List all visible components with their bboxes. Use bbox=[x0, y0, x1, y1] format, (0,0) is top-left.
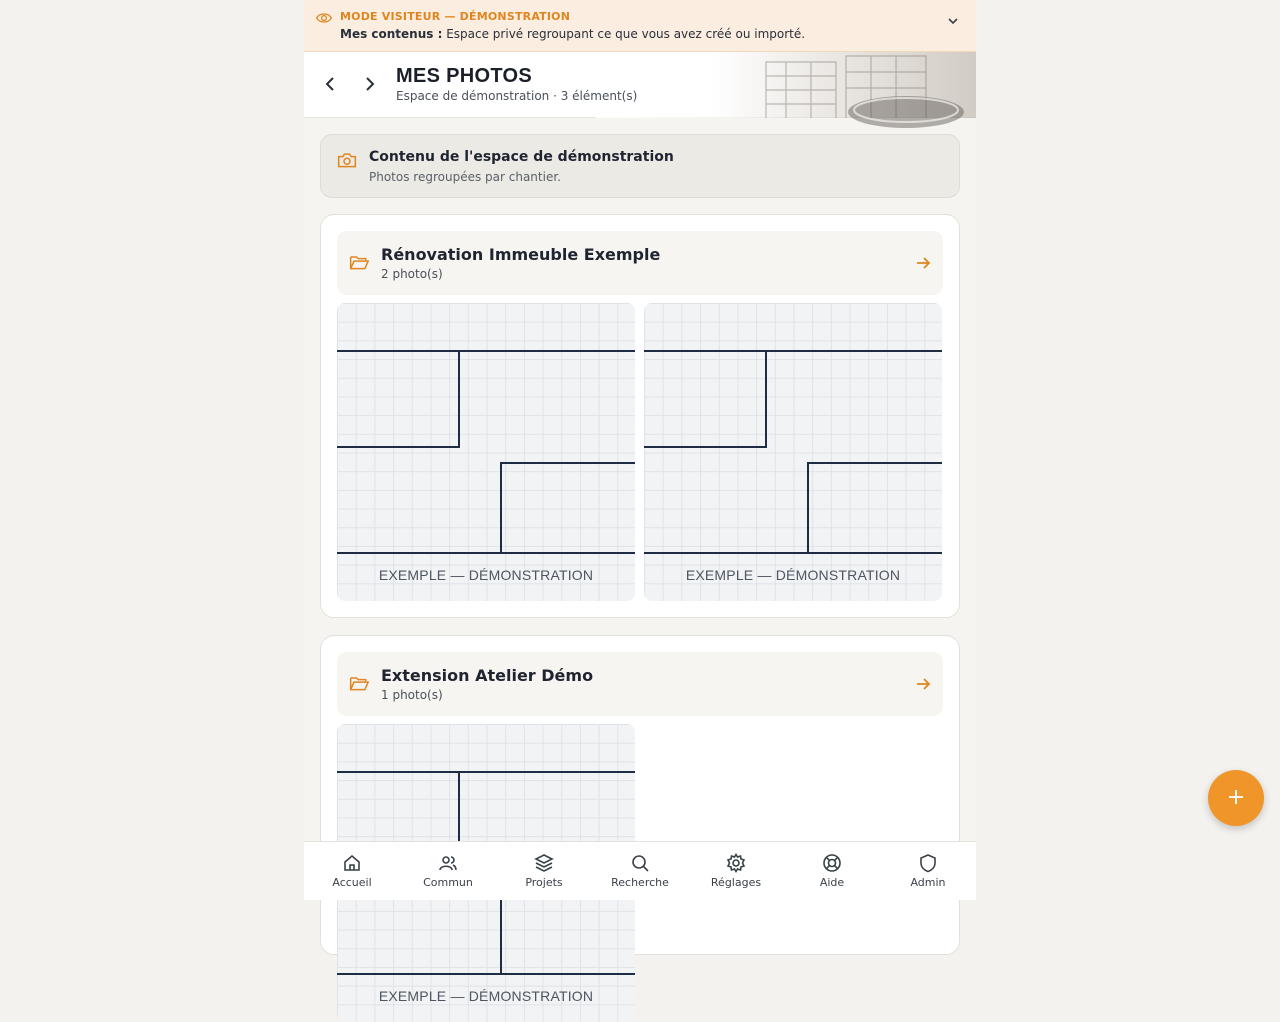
add-button[interactable]: + bbox=[1208, 770, 1264, 826]
construction-illustration bbox=[596, 52, 976, 118]
nav-item-recherche[interactable] bbox=[592, 842, 688, 900]
eye-icon bbox=[316, 11, 332, 25]
page-header bbox=[304, 52, 976, 118]
info-title: Contenu de l'espace de démonstration bbox=[369, 149, 674, 165]
nav-label: Accueil bbox=[332, 876, 372, 889]
nav-label: Réglages bbox=[710, 876, 762, 889]
info-subtitle: Photos regroupées par chantier. bbox=[369, 170, 561, 184]
folder-icon bbox=[349, 674, 369, 692]
chevron-down-icon[interactable] bbox=[946, 14, 960, 28]
project-group-name: Rénovation Immeuble Exemple bbox=[381, 245, 661, 264]
nav-label: Admin bbox=[910, 876, 946, 889]
photo-caption: EXEMPLE — DÉMONSTRATION bbox=[378, 567, 594, 583]
nav-item-accueil[interactable] bbox=[304, 842, 400, 900]
photo-caption: EXEMPLE — DÉMONSTRATION bbox=[378, 988, 594, 1004]
banner-desc-bold: Mes contenus : bbox=[340, 27, 443, 41]
nav-label: Aide bbox=[819, 876, 845, 889]
photo-thumbnail[interactable] bbox=[337, 303, 635, 601]
demo-info-box bbox=[320, 134, 960, 198]
banner-description bbox=[340, 27, 805, 41]
shield-icon bbox=[918, 853, 938, 873]
nav-item-reglages[interactable] bbox=[688, 842, 784, 900]
lifebuoy-icon bbox=[822, 853, 842, 873]
project-group-card bbox=[320, 214, 960, 618]
floorplan-drawing bbox=[337, 303, 635, 601]
app-frame bbox=[304, 0, 976, 1004]
forward-arrow-icon[interactable] bbox=[360, 74, 380, 94]
nav-label: Projets bbox=[525, 876, 563, 889]
arrow-right-icon[interactable] bbox=[915, 255, 931, 271]
camera-icon bbox=[337, 151, 357, 169]
photo-caption: EXEMPLE — DÉMONSTRATION bbox=[685, 567, 901, 583]
project-group-count: 2 photo(s) bbox=[381, 267, 443, 281]
folder-icon bbox=[349, 253, 369, 271]
page-subtitle: Espace de démonstration · 3 élément(s) bbox=[396, 89, 638, 103]
nav-item-projets[interactable] bbox=[496, 842, 592, 900]
bottom-navigation bbox=[304, 841, 976, 900]
photo-thumbnail[interactable] bbox=[644, 303, 942, 601]
nav-item-commun[interactable] bbox=[400, 842, 496, 900]
floorplan-drawing bbox=[644, 303, 942, 601]
project-group-card bbox=[320, 635, 960, 1004]
layers-icon bbox=[534, 853, 554, 873]
header-background-image bbox=[596, 52, 976, 118]
banner-mode-label: MODE VISITEUR — DÉMONSTRATION bbox=[340, 10, 571, 23]
nav-label: Commun bbox=[423, 876, 473, 889]
page-title: MES PHOTOS bbox=[396, 65, 532, 87]
project-group-header[interactable] bbox=[337, 231, 943, 295]
gear-icon bbox=[726, 853, 746, 873]
nav-item-admin[interactable] bbox=[880, 842, 976, 900]
project-group-header[interactable] bbox=[337, 652, 943, 716]
visitor-mode-banner[interactable] bbox=[304, 0, 976, 52]
users-icon bbox=[438, 853, 458, 873]
back-arrow-icon[interactable] bbox=[320, 74, 340, 94]
home-icon bbox=[342, 853, 362, 873]
search-icon bbox=[630, 853, 650, 873]
arrow-right-icon[interactable] bbox=[915, 676, 931, 692]
banner-desc-text: Espace privé regroupant ce que vous avez créé ou importé. bbox=[442, 27, 806, 41]
project-group-name: Extension Atelier Démo bbox=[381, 666, 594, 685]
nav-label: Recherche bbox=[611, 876, 669, 889]
project-group-count: 1 photo(s) bbox=[381, 688, 443, 702]
nav-item-aide[interactable] bbox=[784, 842, 880, 900]
